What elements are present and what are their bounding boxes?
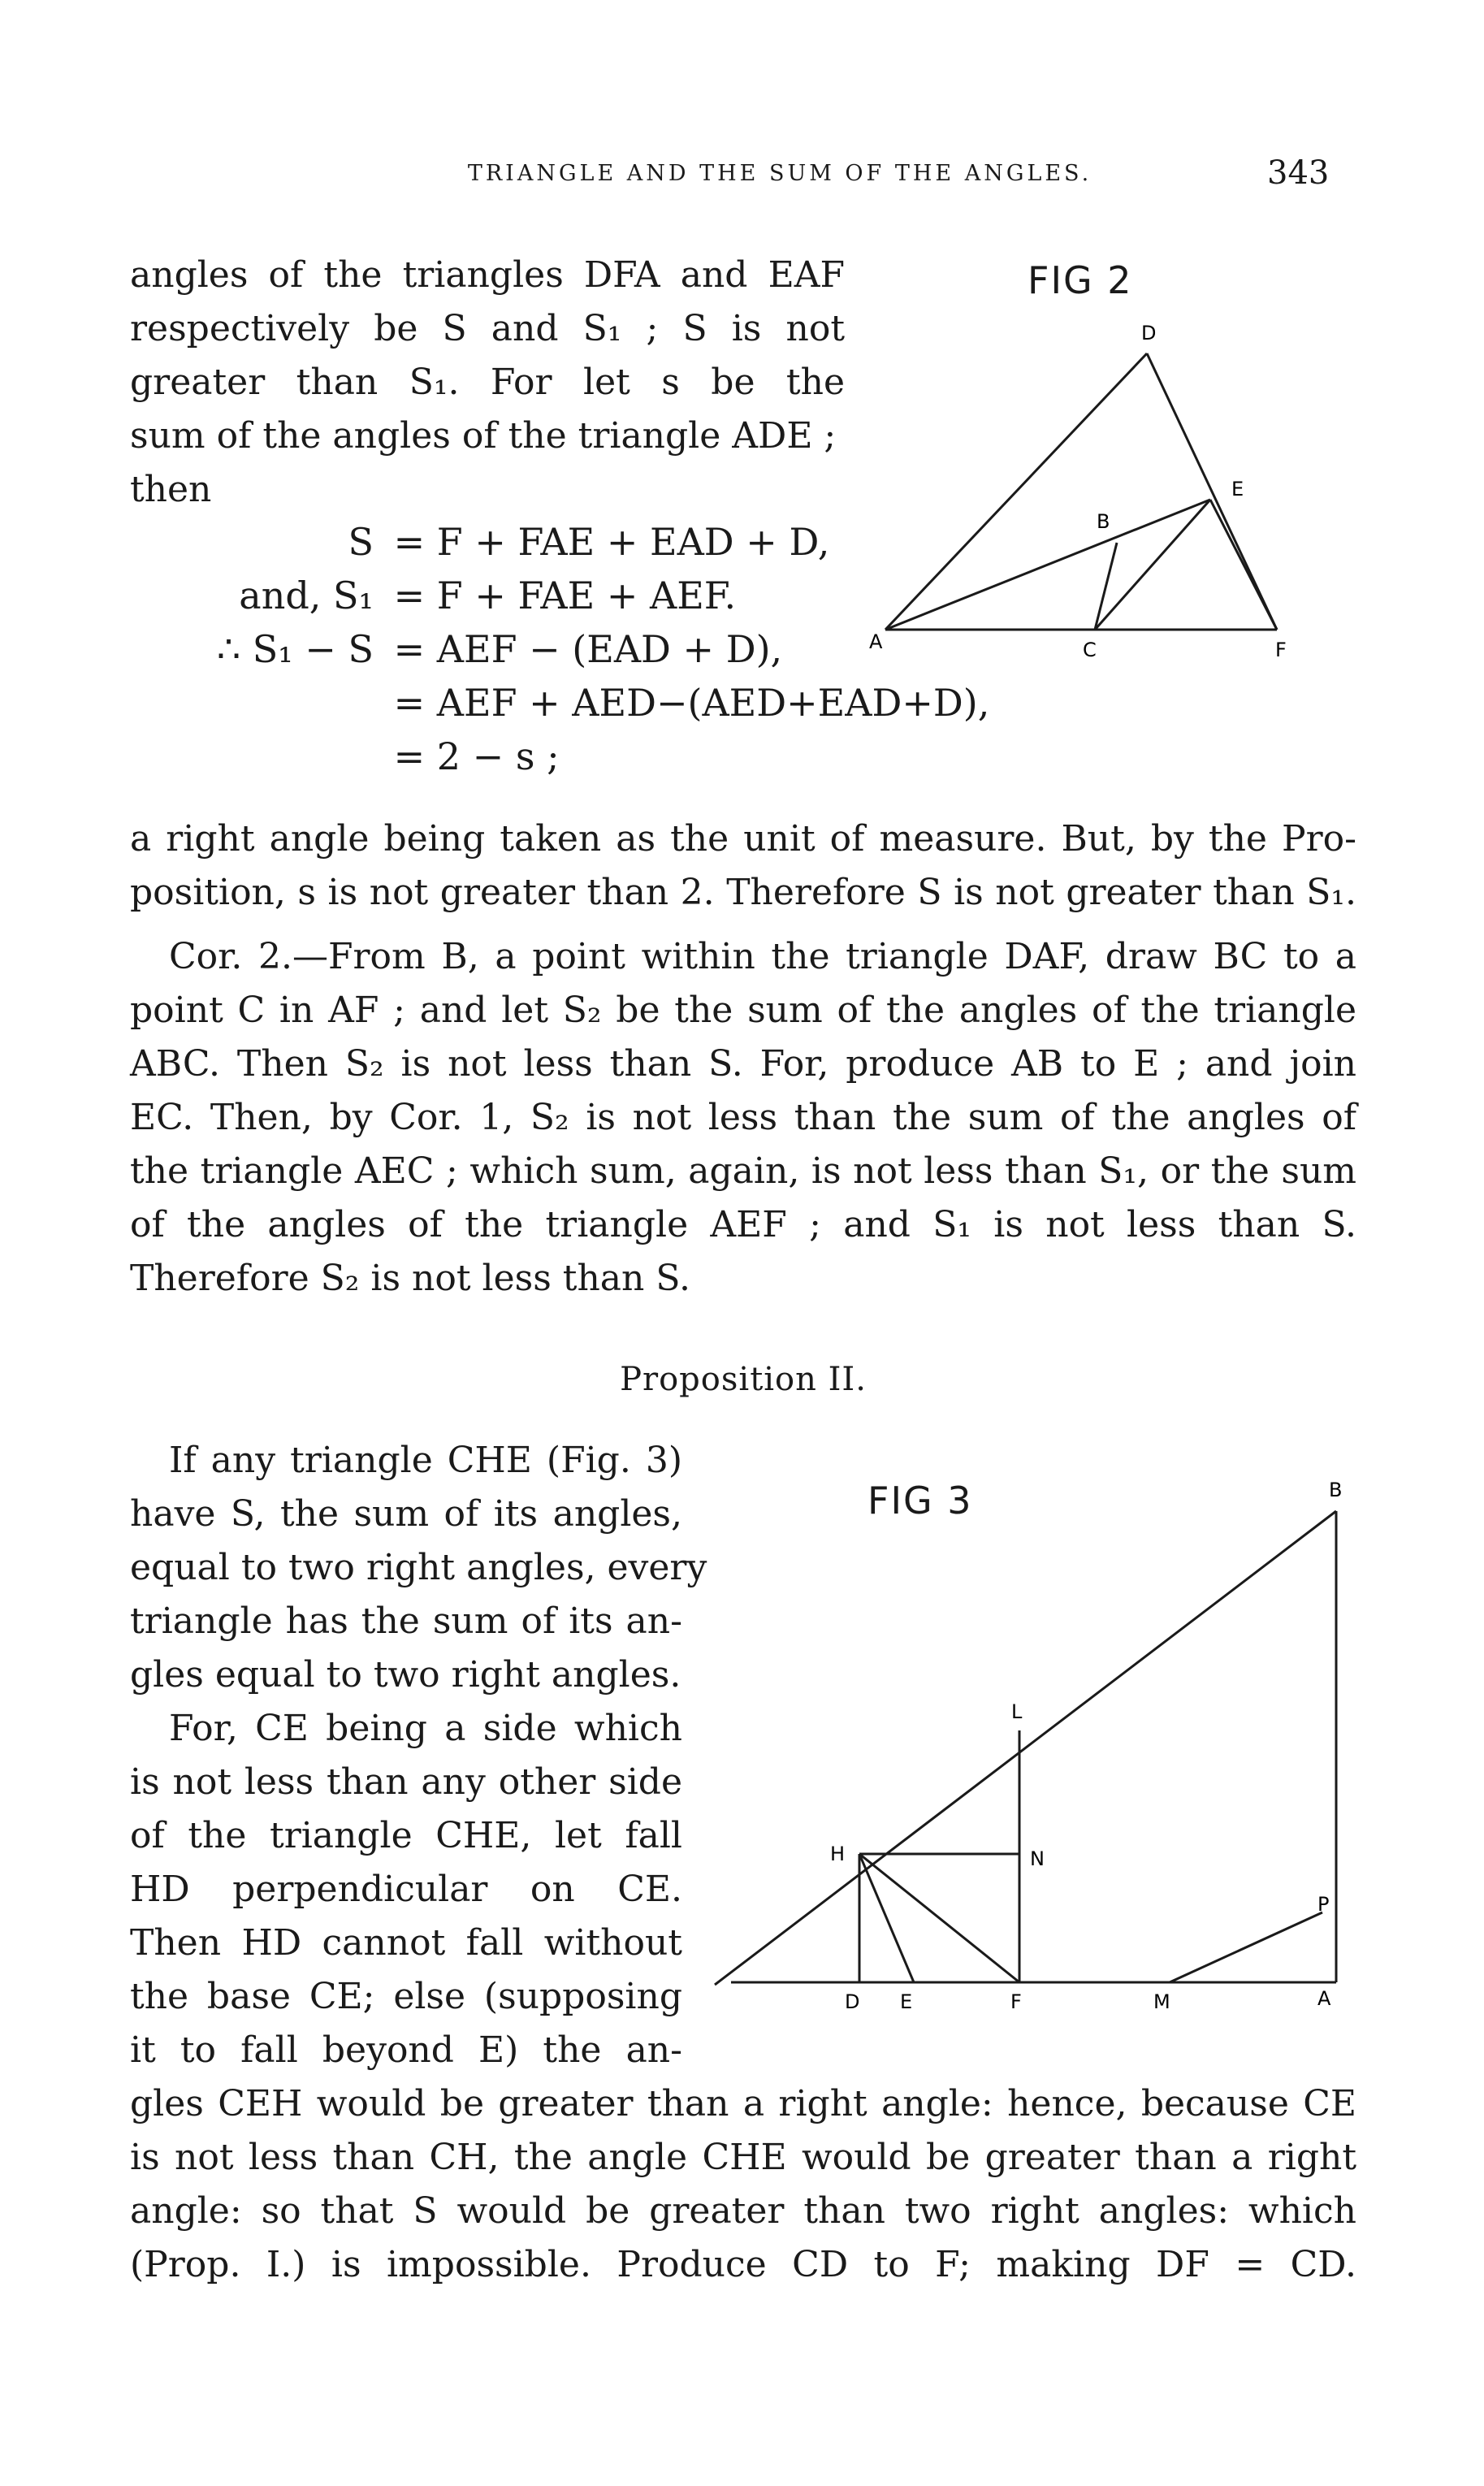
text-line: triangle has the sum of its an- <box>130 1600 682 1642</box>
point-label-A: A <box>1317 1987 1331 2010</box>
point-label-B: B <box>1329 1479 1343 1501</box>
point-label-E: E <box>1231 478 1244 500</box>
line-HF <box>859 1854 1019 1982</box>
equation-lhs: S <box>348 520 374 564</box>
fig3-label: FIG 3 <box>867 1479 973 1522</box>
text-line: HD perpendicular on CE. <box>130 1869 682 1910</box>
text-line: angles of the triangles DFA and EAF <box>130 254 845 296</box>
equation-rhs: = F + FAE + EAD + D, <box>393 520 830 564</box>
point-label-P: P <box>1317 1893 1330 1916</box>
text-line: the triangle AEC ; which sum, again, is not less than S₁, or the sum <box>130 1150 1356 1192</box>
point-label-B: B <box>1097 510 1110 533</box>
page-number: 343 <box>1267 154 1330 192</box>
text-line: ABC. Then S₂ is not less than S. For, produce AB to E ; and join <box>130 1043 1356 1085</box>
text-line: sum of the angles of the triangle ADE ; <box>130 415 837 457</box>
equation-lhs: ∴ S₁ − S <box>216 627 374 671</box>
point-label-H: H <box>830 1843 846 1865</box>
text-line: Then HD cannot fall without <box>130 1922 682 1964</box>
point-label-D: D <box>1141 322 1157 344</box>
equation-rhs: = AEF + AED−(AED+EAD+D), <box>393 681 990 725</box>
text-line: it to fall beyond E) the an- <box>130 2029 682 2071</box>
text-line: is not less than CH, the angle CHE would be greater than a right <box>130 2137 1356 2178</box>
proposition-title: Proposition II. <box>620 1361 867 1398</box>
equation-rhs: = AEF − (EAD + D), <box>393 627 783 671</box>
text-line: a right angle being taken as the unit of measure. But, by the Pro- <box>130 818 1356 860</box>
point-label-A: A <box>869 630 883 653</box>
text-line: (Prop. I.) is impossible. Produce CD to F; making DF = CD. <box>130 2244 1356 2285</box>
line-long-diagonal <box>715 1511 1336 1985</box>
text-line: For, CE being a side which <box>169 1708 682 1749</box>
text-line: angle: so that S would be greater than two right angles: which <box>130 2190 1356 2232</box>
text-line: then <box>130 469 212 510</box>
text-line: Therefore S₂ is not less than S. <box>130 1258 690 1299</box>
point-label-E: E <box>900 1990 913 2013</box>
running-head: TRIANGLE AND THE SUM OF THE ANGLES. <box>467 161 1092 186</box>
text-line: gles equal to two right angles. <box>130 1654 681 1696</box>
text-line: respectively be S and S₁ ; S is not <box>130 308 845 349</box>
text-line: Cor. 2.—From B, a point within the triangle DAF, draw BC to a <box>169 936 1356 977</box>
point-label-M: M <box>1153 1990 1170 2013</box>
text-line: greater than S₁. For let s be the <box>130 362 845 403</box>
text-line: equal to two right angles, every <box>130 1547 707 1588</box>
equation-rhs: = 2 − s ; <box>393 734 560 778</box>
equation-lhs: and, S₁ <box>239 574 374 617</box>
text-line: of the triangle CHE, let fall <box>130 1815 682 1856</box>
point-label-F: F <box>1275 639 1287 661</box>
text-line: have S, the sum of its angles, <box>130 1493 682 1535</box>
text-line: position, s is not greater than 2. Therefore S is not greater than S₁. <box>130 872 1356 913</box>
text-line: point C in AF ; and let S₂ be the sum of the angles of the triangle <box>130 990 1356 1031</box>
line-MP <box>1170 1912 1322 1982</box>
text-line: of the angles of the triangle AEF ; and S₁ is not less than S. <box>130 1204 1356 1245</box>
text-line: EC. Then, by Cor. 1, S₂ is not less than the sum of the angles of <box>130 1097 1356 1138</box>
fig2-label: FIG 2 <box>1028 258 1133 302</box>
text-line: gles CEH would be greater than a right angle: hence, because CE <box>130 2083 1356 2124</box>
point-label-L: L <box>1011 1700 1023 1723</box>
point-label-C: C <box>1083 639 1097 661</box>
text-line: the base CE; else (supposing <box>130 1976 682 2017</box>
text-line: If any triangle CHE (Fig. 3) <box>169 1440 682 1481</box>
point-label-D: D <box>845 1990 860 2013</box>
text-line: is not less than any other side <box>130 1761 682 1803</box>
point-label-F: F <box>1010 1990 1022 2013</box>
line-HE <box>859 1854 914 1982</box>
point-label-N: N <box>1030 1847 1045 1870</box>
equation-rhs: = F + FAE + AEF. <box>393 574 737 617</box>
